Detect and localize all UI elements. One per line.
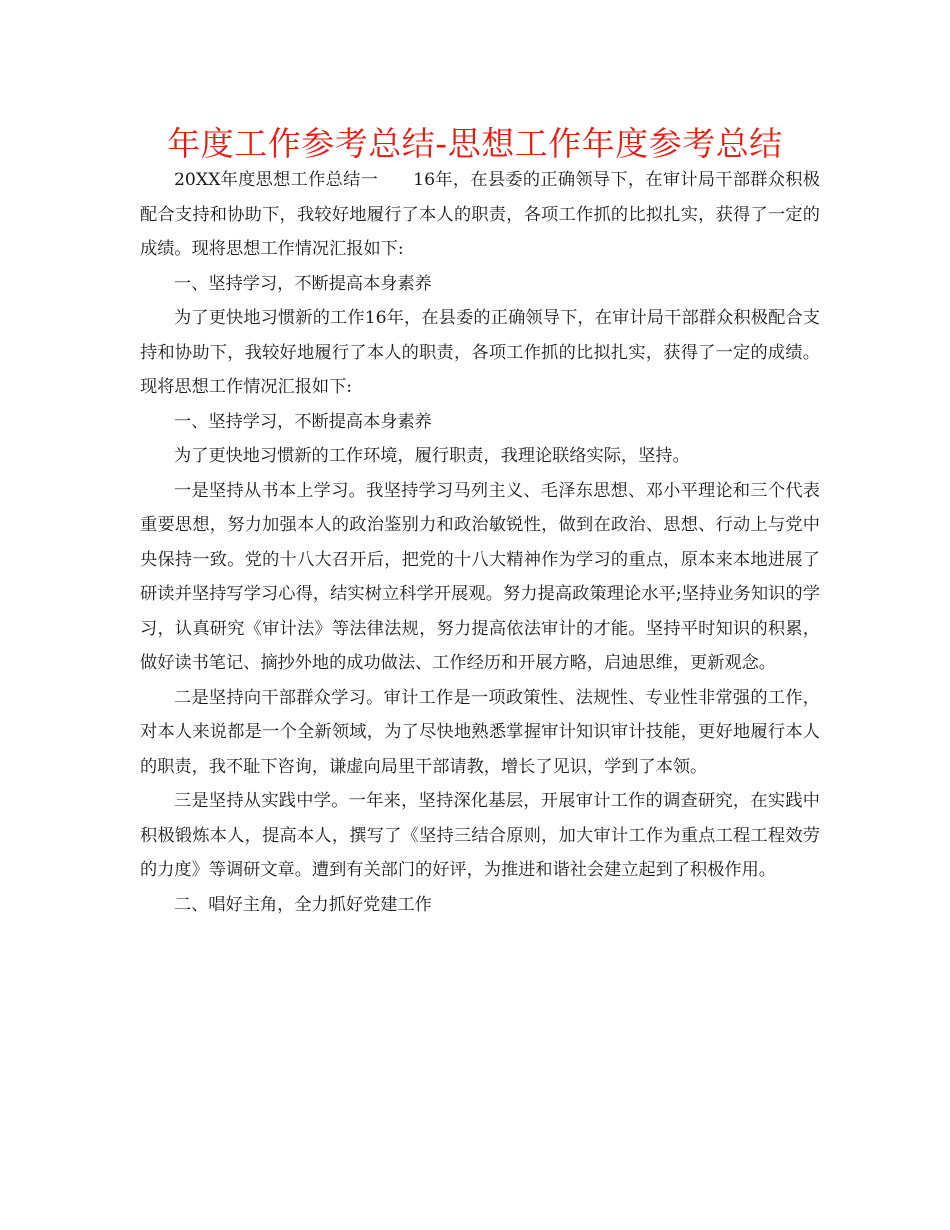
paragraph-books: 一是坚持从书本上学习。我坚持学习马列主义、毛泽东思想、邓小平理论和三个代表重要思想，努力加强本人的政治鉴别力和政治敏锐性，做到在政治、思想、行动上与党中央保持一致。党的十八大召开后，把党的十八大精神作为学习的重点，原本来本地进展了研读并坚持写学习心得，结实树立科学开展观。努力提高政策理论水平;坚持业务知识的学习，认真研究《审计法》等法律法规，努力提高依法审计的才能。坚持平时知识的积累，做好读书笔记、摘抄外地的成功做法、工作经历和开展方略，启迪思维，更新观念。 <box>140 480 820 673</box>
paragraph-adapt: 为了更快地习惯新的工作环境，履行职责，我理论联络实际，坚持。 <box>174 446 690 466</box>
section-heading-study: 一、坚持学习，不断提高本身素养 <box>174 273 432 294</box>
paragraph-intro: 20XX年度思想工作总结一 16年，在县委的正确领导下，在审计局干部群众积极配合支持和协助下，我较好地履行了本人的职责，各项工作抓的比拟扎实，获得了一定的成绩。现将思想工作情况汇报如下: <box>140 170 820 259</box>
paragraph-cadres: 二是坚持向干部群众学习。审计工作是一项政策性、法规性、专业性非常强的工作，对本人来说都是一个全新领域，为了尽快地熟悉掌握审计知识审计技能，更好地履行本人的职责，我不耻下咨询，谦虚向局里干部请教，增长了见识，学到了本领。 <box>140 687 820 777</box>
paragraph-practice: 三是坚持从实践中学。一年来，坚持深化基层，开展审计工作的调查研究，在实践中积极锻炼本人，提高本人，撰写了《坚持三结合原则，加大审计工作为重点工程工程效劳的力度》等调研文章。遭到有关部门的好评，为推进和谐社会建立起到了积极作用。 <box>140 791 820 880</box>
document-body <box>140 163 820 922</box>
paragraph-repeat-intro: 为了更快地习惯新的工作16年，在县委的正确领导下，在审计局干部群众积极配合支持和协助下，我较好地履行了本人的职责，各项工作抓的比拟扎实，获得了一定的成绩。现将思想工作情况汇报如下: <box>140 308 820 397</box>
section-heading-party: 二、唱好主角，全力抓好党建工作 <box>174 894 432 915</box>
document-title: 年度工作参考总结-思想工作年度参考总结 <box>167 124 783 163</box>
section-heading-study-repeat: 一、坚持学习，不断提高本身素养 <box>174 411 432 432</box>
